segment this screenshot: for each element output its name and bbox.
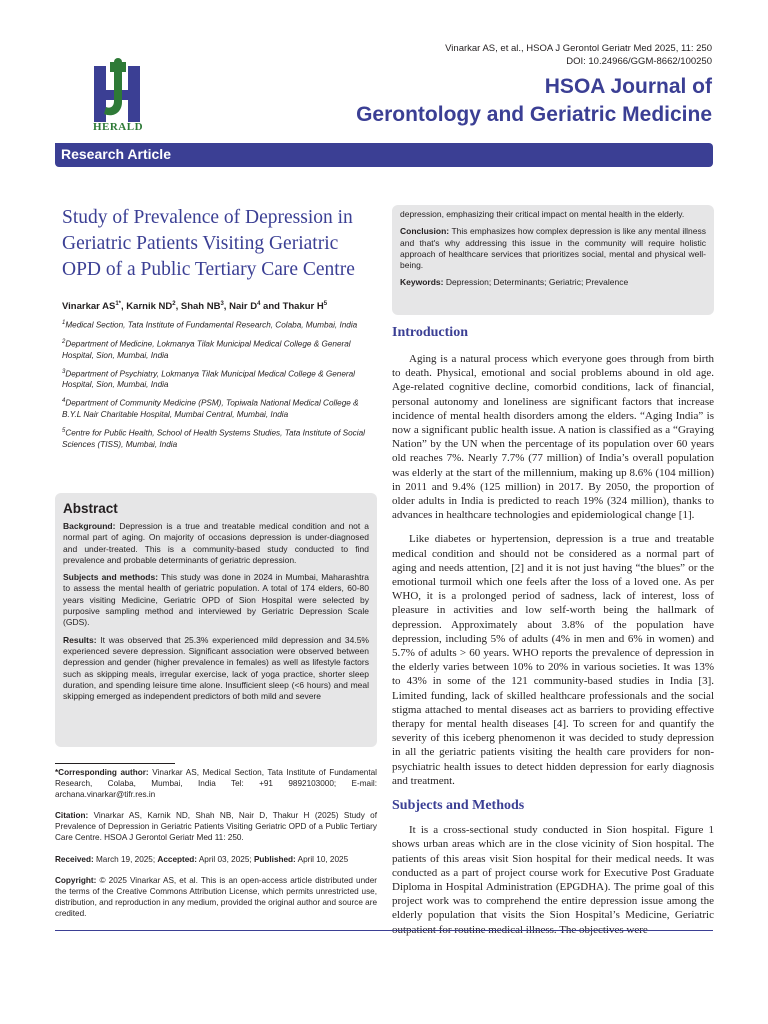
received-date: March 19, 2025;: [95, 855, 156, 864]
affiliations: [62, 318, 377, 450]
logo-text: HERALD: [92, 121, 144, 133]
abstract-heading: Abstract: [63, 501, 118, 516]
copyright-label: Copyright:: [55, 876, 97, 885]
affiliation-item: [62, 426, 367, 450]
doi-line: DOI: 10.24966/GGM-8662/100250: [566, 56, 712, 67]
corresponding-author: [55, 767, 377, 800]
author-name: Nair D: [229, 301, 258, 313]
footnote-divider: [55, 763, 175, 764]
abstract-box-continued: [392, 205, 714, 315]
published-date: April 10, 2025: [297, 855, 349, 864]
citation-header: [445, 42, 712, 68]
author-name: Shah NB: [180, 301, 221, 313]
author-affiliation-mark: 3: [220, 301, 224, 307]
abstract-box: [55, 493, 377, 747]
citation-block: [55, 810, 377, 843]
journal-line-2: Gerontology and Geriatric Medicine: [356, 103, 712, 126]
citation-label: Citation:: [55, 811, 89, 820]
author-name: Karnik ND: [126, 301, 173, 313]
article-type: Research Article: [61, 146, 171, 162]
cite-line: Vinarkar AS, et al., HSOA J Gerontol Geriatr Med 2025, 11: 250: [445, 43, 712, 54]
author-affiliation-mark: 1*: [115, 301, 122, 307]
affiliation-number: 1: [62, 320, 66, 327]
abstract-background: [63, 521, 369, 566]
affiliation-text: Medical Section, Tata Institute of Fundamental Research, Colaba, Mumbai, India: [65, 320, 358, 330]
author-list: Vinarkar $AS^{1*}$, Karnik $ND^2$, Shah $NB^3$, Nair $D^4$ and Thakur $H^5$: [62, 301, 328, 313]
methods-label: Subjects and methods:: [63, 572, 159, 583]
affiliation-number: 2: [62, 338, 66, 345]
page-footer-rule: [55, 930, 713, 931]
right-column: [392, 325, 714, 947]
intro-paragraph-2: Like diabetes or hypertension, depression is a true and treatable medical condition and should not be considered as a normal part of aging and needs attention, [2] and it is not just having “the blues” or the emotional turmoil which one feels after the loss of a loved one. As per WHO, it is a prolonged period of sadness, lack of interest, loss of pleasure in activities and low self-worth being the hallmark of depression. Approximately about 3.8% of the population have depression, including 5% of adults (4% in men and 6% in women) and 5.7% of adults > 60 years. WHO reports the prevalence of depression in the elderly varies between 10% to 20% in various societies. It was 13% to 43% in some of the 121 community-based studies in India [3]. Limited funding, lack of skilled healthcare professionals and the social stigma attached to mental diseases act as barriers to providing effective therapy for mental health diseases [4]. To screen for and quantify the severity of this iceberg phenomenon it was decided to study depression in all the geriatric patients visiting the health care providers for non-psychiatric health issues to detect hidden depression for early diagnosis and treatment.: [392, 533, 714, 787]
introduction-heading: Introduction: [392, 325, 468, 340]
received-label: Received:: [55, 855, 94, 864]
affiliation-item: [62, 367, 367, 391]
author-name: Thakur H: [282, 301, 324, 313]
article-type-band: [55, 143, 713, 167]
keywords-label: Keywords:: [400, 277, 444, 288]
abstract-results-continued: depression, emphasizing their critical impact on mental health in the elderly.: [400, 209, 685, 219]
background-text: Depression is a true and treatable medical condition and not a normal part of aging. On majority of occasions depression is under-diagnosed and under-treated. This is a community-based study conducted to find prevalence and probable determinants of geriatric depression.: [63, 521, 369, 565]
methods-text: This study was done in 2024 in Mumbai, Maharashtra to assess the mental health of geriatric population. A total of 174 elders, 60-80 years visiting Medicine, Geriatric OPD of Sion Hospital were selected by purposive sampling method and interviewed by Geriatric Depression Scale (GDS).: [63, 572, 369, 628]
conclusion-label: Conclusion:: [400, 226, 450, 237]
copyright-text: © 2025 Vinarkar AS, et al. This is an open-access article distributed under the terms of the Creative Commons Attribution License, which permits unrestricted use, distribution, and reproduction in any medium, provided the original author and source are credited.: [55, 876, 378, 918]
abstract-results: [63, 635, 369, 703]
author-name: Vinarkar AS: [62, 301, 116, 313]
accepted-label: Accepted:: [157, 855, 198, 864]
affiliation-number: 3: [62, 368, 66, 375]
accepted-date: April 03, 2025;: [198, 855, 252, 864]
corresponding-text: Vinarkar AS, Medical Section, Tata Institute of Fundamental Research, Colaba, Mumbai, India Tel: +91 9892103000; E-mail: archana.vinarkar@tifr.res.in: [55, 768, 377, 799]
results-text: It was observed that 25.3% experienced mild depression and 34.5% experienced severe depression. Significant association were observed between depression and gender (higher prevalence in females) as well as lifestyle factors such as skipping meals, irregular exercise, lack of yoga practice, shorter sleep duration, and spending leisure time alone. Insufficient sleep (<6 hours) and meal skipping emerged as independent predictors of both mild and severe: [63, 634, 369, 702]
affiliation-text: Department of Community Medicine (PSM), Topiwala National Medical College & B.Y.L Nair Charitable Hospital, Mumbai Central, Mumbai, India: [62, 399, 359, 420]
dates-block: [55, 854, 377, 865]
intro-paragraph-1: Aging is a natural process which everyone goes through from birth to death. Physical, emotional and social problems abound in old age. Age-related cognitive decline, comorbid conditions, lack of financial, personal autonomy and loneliness are significant factors that increase incidence of mental health disorders among the elders. “Aging India” is now a significant public health issue. A nation is classified as a “Graying Nation” by the UN when the percentage of its population over 60 years old reaches 7%. Nearly 7.7% (77 million) of India’s overall population was elderly at the start of the millennium, making up 8.6% (104 million) in 2011 and 9.4% (125 million) in 2017. By 2050, the proportion of older adults in India is predicted to reach 19% (324 million), thanks to advances in healthcare technologies and epidemiological change [1].: [392, 353, 714, 522]
background-label: Background:: [63, 521, 116, 531]
journal-line-1: HSOA Journal of: [544, 75, 712, 98]
methods-paragraph-1: It is a cross-sectional study conducted in Sion hospital. Figure 1 shows urban areas which are in the close vicinity of Sion hospital. The patients of this areas visit Sion hospital for their medical needs. It was conducted as a part of project course work for Executive Post Graduate Diploma in Hospital Administration (EPGDHA). The prime goal of this project work was to comprehend the entire depression issue among the elderly population that visits the Sion Hospital’s Medicine, Geriatric outpatient for routine medical illness. The objectives were: [392, 824, 714, 936]
affiliation-item: [62, 337, 367, 361]
abstract-conclusion: [400, 226, 706, 271]
methods-heading: Subjects and Methods: [392, 798, 525, 814]
journal-name: [356, 74, 712, 130]
copyright-block: [55, 875, 377, 919]
results-label: Results:: [63, 634, 97, 645]
author-affiliation-mark: 4: [257, 301, 261, 307]
corresponding-label: *Corresponding author:: [55, 768, 149, 777]
affiliation-number: 5: [62, 428, 66, 435]
affiliation-text: Department of Psychiatry, Lokmanya Tilak Municipal Medical College & General Hospital, Sion, Mumbai, India: [62, 369, 355, 390]
keywords-text: Depression; Determinants; Geriatric; Prevalence: [445, 277, 629, 288]
affiliation-text: Department of Medicine, Lokmanya Tilak Municipal Medical College & General Hospital, Sion, Mumbai, India: [62, 339, 351, 360]
citation-text: Vinarkar AS, Karnik ND, Shah NB, Nair D, Thakur H (2025) Study of Prevalence of Depression in Geriatric Patients Visiting Geriatric OPD of a Public Tertiary Care Centre. HSOA J Gerontol Geriatr Med 11: 250.: [55, 811, 377, 842]
author-affiliation-mark: 2: [172, 301, 176, 307]
abstract-methods: [63, 572, 369, 628]
affiliation-item: [62, 396, 367, 420]
article-title: Study of Prevalence of Depression in Geriatric Patients Visiting Geriatric OPD of a Public Tertiary Care Centre: [62, 207, 355, 280]
author-affiliation-mark: 5: [323, 301, 328, 307]
affiliation-item: [62, 318, 367, 331]
published-label: Published:: [253, 855, 296, 864]
left-column: [55, 205, 377, 456]
conclusion-text: This emphasizes how complex depression is like any mental illness and that's why addressing this issue in the community will require holistic approach of healthcare services that prioritizes social, mental and physical well-being.: [400, 226, 706, 271]
affiliation-text: Centre for Public Health, School of Health Systems Studies, Tata Institute of Social Sciences (TISS), Mumbai, India: [62, 428, 365, 449]
affiliation-number: 4: [62, 398, 66, 405]
abstract-keywords: [400, 277, 706, 288]
